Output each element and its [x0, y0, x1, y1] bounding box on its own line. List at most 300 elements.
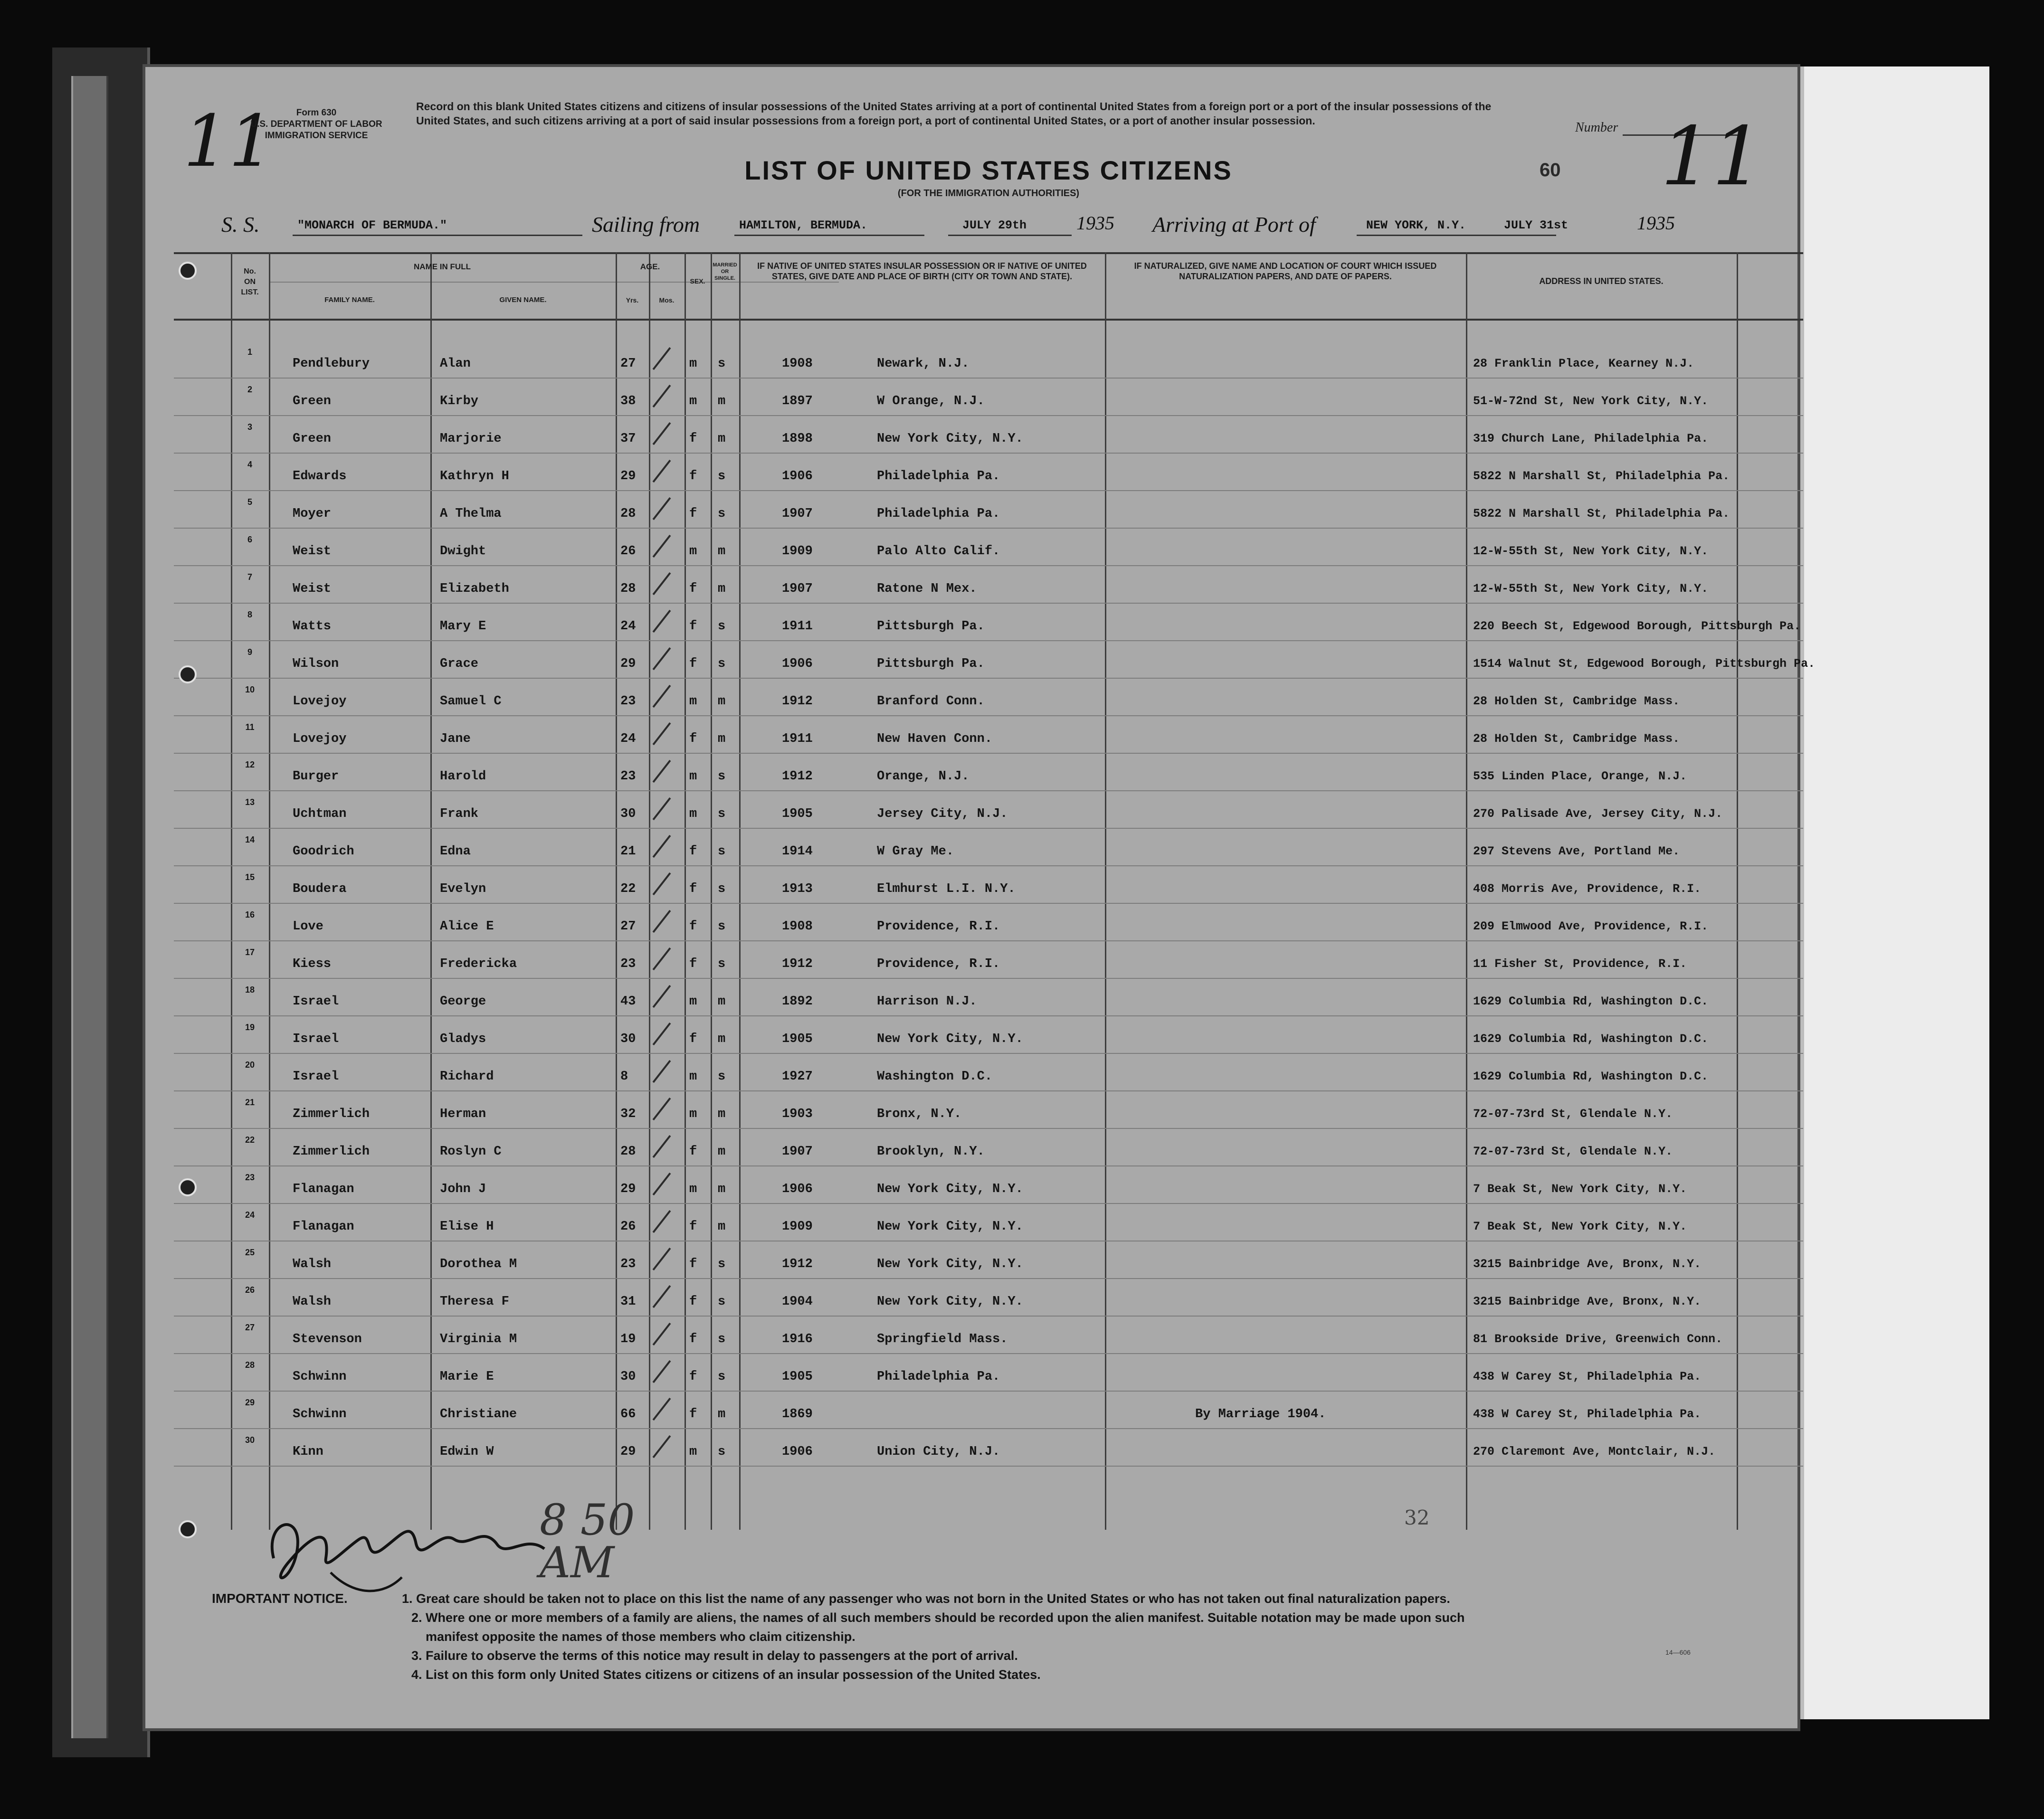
cell-given-name: Jane — [440, 732, 471, 746]
cell-family-name: Green — [293, 394, 332, 408]
form-label: Form 630 U.S. DEPARTMENT OF LABOR IMMIGRATION SERVICE — [250, 108, 382, 141]
cell-age: 23 — [620, 1257, 636, 1271]
cell-age: 23 — [620, 694, 636, 709]
cell-given-name: Samuel C — [440, 694, 502, 709]
cell-married-single: m — [718, 394, 726, 408]
row-rule — [174, 1391, 1803, 1392]
cell-sex: f — [689, 1370, 697, 1384]
row-rule — [174, 1316, 1803, 1317]
row-rule — [174, 1128, 1803, 1129]
row-rule — [174, 753, 1803, 754]
cell-married-single: m — [718, 995, 726, 1009]
manifest-table — [174, 252, 1816, 1529]
row-rule — [174, 415, 1803, 416]
check-mark — [653, 497, 671, 520]
cell-birth-place: New York City, N.Y. — [877, 1295, 1023, 1309]
cell-no: 28 — [245, 1360, 255, 1370]
cell-married-single: s — [718, 469, 726, 483]
cell-married-single: m — [718, 732, 726, 746]
sail-date: JULY 29th — [962, 218, 1027, 232]
adjacent-page — [1800, 66, 1989, 1719]
col-divider — [711, 252, 712, 1530]
cell-age: 29 — [620, 469, 636, 483]
header-mid-line — [269, 282, 839, 283]
cell-address: 535 Linden Place, Orange, N.J. — [1473, 769, 1687, 783]
cell-birth-year: 1912 — [782, 694, 813, 709]
check-mark — [653, 535, 671, 558]
cell-birth-year: 1914 — [782, 844, 813, 859]
cell-address: 319 Church Lane, Philadelphia Pa. — [1473, 432, 1709, 445]
cell-family-name: Schwinn — [293, 1407, 347, 1421]
cell-given-name: Marie E — [440, 1370, 494, 1384]
cell-age: 28 — [620, 1145, 636, 1159]
cell-family-name: Kinn — [293, 1445, 323, 1459]
cell-family-name: Green — [293, 432, 332, 446]
cell-family-name: Weist — [293, 582, 332, 596]
cell-married-single: s — [718, 657, 726, 671]
cell-birth-place: Pittsburgh Pa. — [877, 619, 985, 634]
row-rule — [174, 378, 1803, 379]
cell-address: 270 Claremont Ave, Montclair, N.J. — [1473, 1445, 1716, 1459]
cell-age: 31 — [620, 1295, 636, 1309]
cell-address: 3215 Bainbridge Ave, Bronx, N.Y. — [1473, 1257, 1702, 1271]
cell-family-name: Burger — [293, 769, 339, 784]
cell-sex: f — [689, 1407, 697, 1421]
punch-hole — [179, 1178, 197, 1196]
check-mark — [653, 985, 671, 1008]
cell-married-single: m — [718, 544, 726, 559]
cell-sex: f — [689, 732, 697, 746]
cell-address: 81 Brookside Drive, Greenwich Conn. — [1473, 1332, 1723, 1346]
check-mark — [653, 1248, 671, 1270]
col-divider — [430, 252, 432, 1530]
cell-sex: f — [689, 1032, 697, 1046]
cell-birth-year: 1912 — [782, 957, 813, 971]
cell-age: 24 — [620, 619, 636, 634]
cell-birth-place: W Orange, N.J. — [877, 394, 985, 408]
cell-no: 23 — [245, 1173, 255, 1182]
cell-birth-place: New York City, N.Y. — [877, 1220, 1023, 1234]
handwritten-number-right: 11 — [1661, 110, 1764, 204]
cell-married-single: s — [718, 957, 726, 971]
cell-birth-year: 1907 — [782, 507, 813, 521]
cell-birth-year: 1906 — [782, 657, 813, 671]
cell-no: 26 — [245, 1285, 255, 1295]
punch-hole — [179, 262, 197, 280]
row-rule — [174, 1278, 1803, 1279]
cell-family-name: Goodrich — [293, 844, 354, 859]
cell-no: 25 — [245, 1248, 255, 1257]
punch-hole — [179, 1520, 197, 1538]
row-rule — [174, 1090, 1803, 1091]
cell-married-single: m — [718, 1220, 726, 1234]
cell-family-name: Weist — [293, 544, 332, 559]
cell-address: 28 Franklin Place, Kearney N.J. — [1473, 357, 1694, 370]
cell-family-name: Moyer — [293, 507, 332, 521]
cell-married-single: s — [718, 507, 726, 521]
check-mark — [653, 835, 671, 858]
cell-birth-place: Harrison N.J. — [877, 995, 977, 1009]
cell-address: 438 W Carey St, Philadelphia Pa. — [1473, 1370, 1702, 1383]
cell-sex: m — [689, 1107, 697, 1121]
cell-birth-place: Jersey City, N.J. — [877, 807, 1008, 821]
row-rule — [174, 528, 1803, 529]
row-rule — [174, 565, 1803, 566]
cell-birth-place: Union City, N.J. — [877, 1445, 1000, 1459]
check-mark — [653, 647, 671, 670]
cell-sex: m — [689, 357, 697, 371]
cell-family-name: Lovejoy — [293, 694, 347, 709]
cell-birth-place: Palo Alto Calif. — [877, 544, 1000, 559]
cell-birth-place: New Haven Conn. — [877, 732, 993, 746]
cell-no: 19 — [245, 1023, 255, 1032]
cell-given-name: Frank — [440, 807, 479, 821]
header-bottom-line — [174, 319, 1803, 321]
notice-item-2-cont: manifest opposite the names of those members who claim citizenship. — [426, 1630, 856, 1644]
arrival-date: JULY 31st — [1504, 218, 1569, 232]
cell-address: 51-W-72nd St, New York City, N.Y. — [1473, 394, 1709, 408]
row-rule — [174, 903, 1803, 904]
check-mark — [653, 722, 671, 745]
col-divider — [1737, 252, 1738, 1530]
from-line — [734, 235, 924, 236]
cell-sex: f — [689, 507, 697, 521]
cell-age: 29 — [620, 657, 636, 671]
cell-given-name: Dwight — [440, 544, 486, 559]
check-mark — [653, 1098, 671, 1120]
header-naturalized: IF NATURALIZED, GIVE NAME AND LOCATION OF COURT WHICH ISSUED NATURALIZATION PAPERS, AND DATE OF PAPERS. — [1134, 261, 1437, 281]
cell-no: 8 — [247, 610, 252, 619]
cell-married-single: m — [718, 1107, 726, 1121]
cell-sex: m — [689, 1445, 697, 1459]
row-rule — [174, 453, 1803, 454]
cell-age: 37 — [620, 432, 636, 446]
cell-birth-year: 1908 — [782, 357, 813, 371]
check-mark — [653, 610, 671, 633]
cell-no: 27 — [245, 1323, 255, 1332]
cell-sex: m — [689, 544, 697, 559]
cell-sex: f — [689, 432, 697, 446]
cell-age: 38 — [620, 394, 636, 408]
cell-birth-year: 1913 — [782, 882, 813, 896]
cell-birth-year: 1927 — [782, 1070, 813, 1084]
col-divider — [1105, 252, 1106, 1530]
notice-heading: IMPORTANT NOTICE. — [212, 1591, 348, 1606]
header-birth: IF NATIVE OF UNITED STATES INSULAR POSSESSION OR IF NATIVE OF UNITED STATES, GIVE DATE AND PLACE OF BIRTH (CITY OR TOWN AND STATE). — [757, 261, 1087, 281]
cell-family-name: Wilson — [293, 657, 339, 671]
cell-address: 5822 N Marshall St, Philadelphia Pa. — [1473, 507, 1730, 521]
row-rule — [174, 1428, 1803, 1429]
cell-birth-place: Ratone N Mex. — [877, 582, 977, 596]
cell-married-single: m — [718, 1032, 726, 1046]
cell-given-name: Kathryn H — [440, 469, 509, 483]
cell-married-single: s — [718, 1257, 726, 1271]
cell-age: 29 — [620, 1182, 636, 1196]
cell-sex: f — [689, 882, 697, 896]
handwritten-time: 8 50 AM — [540, 1495, 635, 1588]
cell-given-name: Grace — [440, 657, 479, 671]
col-divider — [269, 252, 270, 1530]
row-rule — [174, 1015, 1803, 1016]
cell-no: 14 — [245, 835, 255, 844]
cell-birth-place: W Gray Me. — [877, 844, 954, 859]
cell-age: 30 — [620, 1032, 636, 1046]
cell-address: 438 W Carey St, Philadelphia Pa. — [1473, 1407, 1702, 1421]
cell-sex: f — [689, 1332, 697, 1346]
cell-no: 29 — [245, 1398, 255, 1407]
header-sex: SEX. — [690, 277, 705, 285]
cell-given-name: Alice E — [440, 919, 494, 934]
check-mark — [653, 1360, 671, 1383]
cell-no: 22 — [245, 1135, 255, 1145]
cell-married-single: m — [718, 1182, 726, 1196]
cell-sex: m — [689, 807, 697, 821]
row-rule — [174, 490, 1803, 491]
cell-birth-year: 1909 — [782, 544, 813, 559]
stamp-number: 60 — [1540, 160, 1561, 180]
col-divider — [616, 252, 617, 1530]
cell-sex: f — [689, 657, 697, 671]
cell-age: 22 — [620, 882, 636, 896]
check-mark — [653, 760, 671, 783]
check-mark — [653, 1285, 671, 1308]
cell-address: 1514 Walnut St, Edgewood Borough, Pittsburgh Pa. — [1473, 657, 1816, 671]
cell-sex: f — [689, 919, 697, 934]
check-mark — [653, 1135, 671, 1158]
ss-label: S. S. — [221, 212, 260, 237]
ship-name: "MONARCH OF BERMUDA." — [297, 218, 447, 232]
cell-family-name: Pendlebury — [293, 357, 370, 371]
cell-birth-year: 1908 — [782, 919, 813, 934]
cell-birth-year: 1909 — [782, 1220, 813, 1234]
cell-birth-year: 1916 — [782, 1332, 813, 1346]
cell-birth-place: Philadelphia Pa. — [877, 469, 1000, 483]
cell-birth-year: 1905 — [782, 807, 813, 821]
header-mos: Mos. — [659, 296, 675, 304]
col-divider — [685, 252, 686, 1530]
cell-age: 8 — [620, 1070, 628, 1084]
row-rule — [174, 1466, 1803, 1467]
cell-married-single: m — [718, 1145, 726, 1159]
cell-married-single: s — [718, 357, 726, 371]
cell-no: 18 — [245, 985, 255, 995]
cell-family-name: Israel — [293, 995, 339, 1009]
check-mark — [653, 347, 671, 370]
cell-married-single: s — [718, 619, 726, 634]
check-mark — [653, 1060, 671, 1083]
cell-given-name: Elise H — [440, 1220, 494, 1234]
cell-family-name: Lovejoy — [293, 732, 347, 746]
cell-no: 12 — [245, 760, 255, 769]
row-rule — [174, 1353, 1803, 1354]
col-divider — [1466, 252, 1467, 1530]
cell-age: 43 — [620, 995, 636, 1009]
instructions-text: Record on this blank United States citizens and citizens of insular possessions of the United States arriving at a port of continental United States from a foreign port or a port of the insular possessions of the United States, and such citizens arriving at a port of said insular possessions from a foreign port, a port of continental United States, or a port of another insular possession. — [416, 100, 1492, 127]
cell-age: 30 — [620, 1370, 636, 1384]
cell-sex: m — [689, 769, 697, 784]
row-rule — [174, 940, 1803, 941]
cell-no: 1 — [247, 347, 252, 357]
check-mark — [653, 797, 671, 820]
cell-no: 5 — [247, 497, 252, 507]
check-mark — [653, 1398, 671, 1421]
cell-birth-place: Philadelphia Pa. — [877, 1370, 1000, 1384]
cell-no: 30 — [245, 1435, 255, 1445]
arrival-port: NEW YORK, N.Y. — [1366, 218, 1466, 232]
cell-birth-place: Bronx, N.Y. — [877, 1107, 962, 1121]
cell-given-name: Harold — [440, 769, 486, 784]
cell-no: 3 — [247, 422, 252, 432]
row-rule — [174, 640, 1803, 641]
header-name-in-full: NAME IN FULL — [414, 262, 471, 271]
cell-given-name: Theresa F — [440, 1295, 509, 1309]
cell-family-name: Love — [293, 919, 323, 934]
year-one: 1935 — [1076, 212, 1114, 234]
cell-birth-year: 1907 — [782, 1145, 813, 1159]
cell-married-single: s — [718, 1332, 726, 1346]
cell-family-name: Zimmerlich — [293, 1107, 370, 1121]
check-mark — [653, 1023, 671, 1045]
cell-sex: f — [689, 1257, 697, 1271]
cell-no: 13 — [245, 797, 255, 807]
check-mark — [653, 385, 671, 407]
cell-address: 7 Beak St, New York City, N.Y. — [1473, 1220, 1687, 1233]
cell-family-name: Israel — [293, 1070, 339, 1084]
cell-birth-place: New York City, N.Y. — [877, 432, 1023, 446]
header-given-name: GIVEN NAME. — [499, 296, 547, 304]
arriving-label: Arriving at Port of — [1152, 212, 1316, 237]
cell-birth-year: 1911 — [782, 619, 813, 634]
cell-address: 28 Holden St, Cambridge Mass. — [1473, 732, 1680, 746]
cell-no: 11 — [245, 722, 255, 732]
cell-no: 7 — [247, 572, 252, 582]
cell-married-single: s — [718, 769, 726, 784]
cell-given-name: Edwin W — [440, 1445, 494, 1459]
port-line — [1357, 235, 1556, 236]
cell-given-name: Kirby — [440, 394, 479, 408]
header-family-name: FAMILY NAME. — [324, 296, 375, 304]
ship-line — [293, 235, 582, 236]
cell-birth-year: 1912 — [782, 1257, 813, 1271]
cell-address: 220 Beech St, Edgewood Borough, Pittsburgh Pa. — [1473, 619, 1801, 633]
number-label: Number — [1575, 120, 1618, 135]
cell-birth-year: 1911 — [782, 732, 813, 746]
cell-birth-place: Springfield Mass. — [877, 1332, 1008, 1346]
cell-birth-place: Pittsburgh Pa. — [877, 657, 985, 671]
cell-married-single: s — [718, 1370, 726, 1384]
cell-birth-place: Orange, N.J. — [877, 769, 970, 784]
check-mark — [653, 1173, 671, 1195]
cell-given-name: Virginia M — [440, 1332, 517, 1346]
sail-date-line — [948, 235, 1072, 236]
cell-birth-place: Providence, R.I. — [877, 957, 1000, 971]
cell-family-name: Israel — [293, 1032, 339, 1046]
cell-married-single: m — [718, 694, 726, 709]
cell-married-single: s — [718, 1445, 726, 1459]
cell-age: 24 — [620, 732, 636, 746]
cell-sex: f — [689, 1145, 697, 1159]
cell-married-single: s — [718, 807, 726, 821]
check-mark — [653, 1323, 671, 1345]
check-mark — [653, 685, 671, 708]
row-rule — [174, 603, 1803, 604]
cell-no: 6 — [247, 535, 252, 544]
cell-birth-year: 1904 — [782, 1295, 813, 1309]
cell-given-name: George — [440, 995, 486, 1009]
check-mark — [653, 947, 671, 970]
check-mark — [653, 572, 671, 595]
notice-item-2: 2. Where one or more members of a family are aliens, the names of all such members should be recorded upon the alien manifest. Suitable notation may be made upon such — [411, 1611, 1465, 1625]
cell-birth-year: 1905 — [782, 1032, 813, 1046]
cell-birth-place: Philadelphia Pa. — [877, 507, 1000, 521]
cell-age: 23 — [620, 957, 636, 971]
cell-age: 19 — [620, 1332, 636, 1346]
cell-family-name: Edwards — [293, 469, 347, 483]
cell-given-name: Fredericka — [440, 957, 517, 971]
header-address: ADDRESS IN UNITED STATES. — [1539, 276, 1664, 286]
year-two: 1935 — [1637, 212, 1675, 234]
cell-birth-year: 1906 — [782, 1182, 813, 1196]
row-rule — [174, 715, 1803, 716]
cell-address: 11 Fisher St, Providence, R.I. — [1473, 957, 1687, 971]
cell-family-name: Boudera — [293, 882, 347, 896]
cell-birth-place: Providence, R.I. — [877, 919, 1000, 934]
cell-given-name: Roslyn C — [440, 1145, 502, 1159]
cell-given-name: Marjorie — [440, 432, 502, 446]
cell-family-name: Flanagan — [293, 1182, 354, 1196]
voyage-line — [221, 212, 1765, 240]
cell-family-name: Schwinn — [293, 1370, 347, 1384]
cell-sex: m — [689, 394, 697, 408]
cell-birth-place: New York City, N.Y. — [877, 1182, 1023, 1196]
cell-birth-year: 1907 — [782, 582, 813, 596]
cell-age: 32 — [620, 1107, 636, 1121]
cell-birth-year: 1897 — [782, 394, 813, 408]
cell-age: 30 — [620, 807, 636, 821]
sailing-label: Sailing from — [592, 212, 700, 237]
cell-age: 28 — [620, 507, 636, 521]
cell-birth-place: Elmhurst L.I. N.Y. — [877, 882, 1016, 896]
cell-age: 28 — [620, 582, 636, 596]
cell-address: 7 Beak St, New York City, N.Y. — [1473, 1182, 1687, 1196]
cell-birth-place: Newark, N.J. — [877, 357, 970, 371]
notice-item-1: 1. Great care should be taken not to place on this list the name of any passenger who was not born in the United States or who has not taken out final naturalization papers. — [402, 1592, 1450, 1606]
cell-address: 72-07-73rd St, Glendale N.Y. — [1473, 1145, 1673, 1158]
cell-birth-year: 1892 — [782, 995, 813, 1009]
check-mark — [653, 460, 671, 483]
cell-age: 26 — [620, 544, 636, 559]
cell-sex: m — [689, 1182, 697, 1196]
cell-birth-place: Washington D.C. — [877, 1070, 993, 1084]
header-yrs: Yrs. — [626, 296, 639, 304]
row-rule — [174, 1053, 1803, 1054]
header-age: AGE. — [640, 262, 660, 271]
cell-given-name: A Thelma — [440, 507, 502, 521]
cell-address: 209 Elmwood Ave, Providence, R.I. — [1473, 919, 1709, 933]
binder-strip — [71, 76, 108, 1738]
header-top-line — [174, 252, 1803, 254]
cell-address: 408 Morris Ave, Providence, R.I. — [1473, 882, 1702, 896]
cell-no: 24 — [245, 1210, 255, 1220]
cell-given-name: Herman — [440, 1107, 486, 1121]
cell-birth-place: New York City, N.Y. — [877, 1032, 1023, 1046]
row-rule — [174, 828, 1803, 829]
cell-given-name: Evelyn — [440, 882, 486, 896]
cell-given-name: Alan — [440, 357, 471, 371]
row-rule — [174, 678, 1803, 679]
cell-sex: f — [689, 619, 697, 634]
cell-no: 20 — [245, 1060, 255, 1070]
